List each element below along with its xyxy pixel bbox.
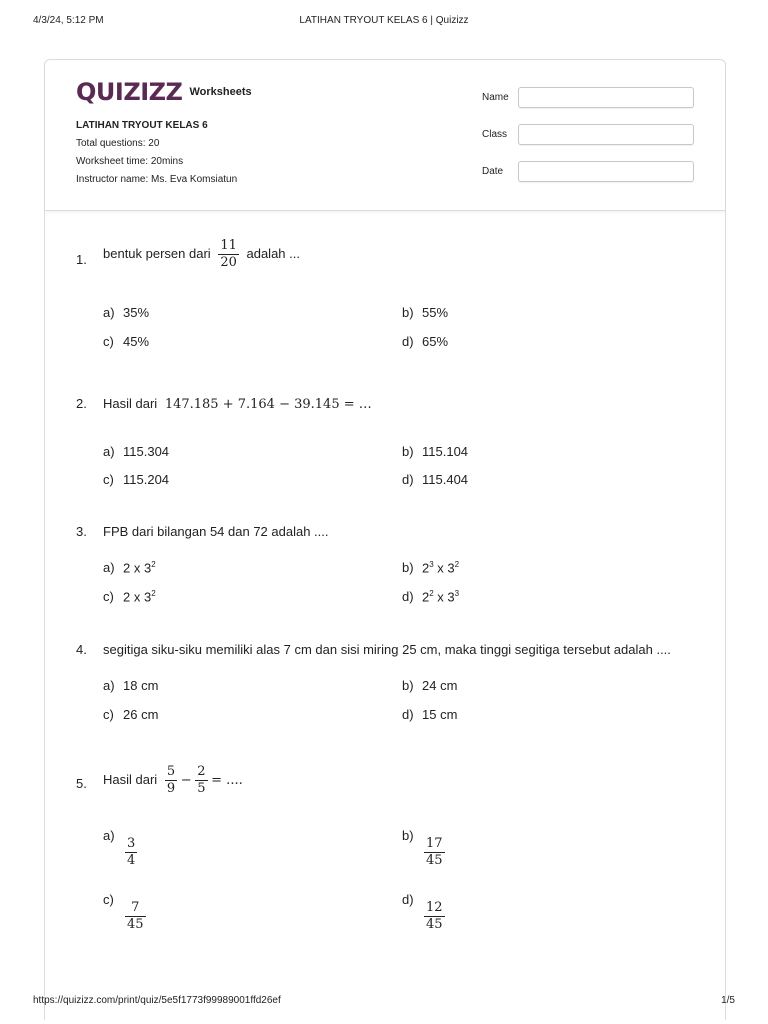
fraction (165, 764, 177, 798)
option-base: 2 (422, 589, 430, 605)
option-letter: a) (103, 305, 115, 320)
option-text: 55% (422, 305, 449, 320)
option-base: x 3 (433, 560, 455, 576)
fraction (195, 764, 207, 798)
question-text: FPB dari bilangan 54 dan 72 adalah .... (103, 524, 329, 539)
option-letter: c) (103, 589, 114, 605)
fraction-denominator: 4 (127, 853, 136, 869)
logo-wordmark: QUIZIZZ (76, 78, 183, 106)
date-label: Date (482, 166, 504, 177)
option-4a (103, 678, 158, 693)
option-letter: b) (402, 828, 414, 843)
option-5a (103, 828, 136, 869)
question-number: 3. (76, 524, 87, 539)
option-letter: d) (402, 707, 414, 722)
fraction-numerator: 11 (220, 238, 237, 253)
option-3d (402, 589, 459, 604)
question-number: 1. (76, 252, 87, 267)
option-text: 115.204 (123, 472, 170, 487)
option-exponent: 2 (429, 589, 434, 598)
option-1a (103, 305, 149, 320)
option-2a (103, 444, 169, 459)
option-base: 2 x 3 (123, 560, 152, 576)
option-letter: a) (103, 828, 115, 843)
page-number: 1/5 (721, 995, 735, 1006)
math-operator: − (180, 773, 192, 789)
option-text: 26 cm (123, 707, 159, 722)
class-label: Class (482, 129, 508, 140)
print-url[interactable]: https://quizizz.com/print/quiz/5e5f1773f99989001ffd26ef (33, 995, 281, 1006)
question-text (103, 764, 243, 798)
option-2b (402, 444, 468, 459)
question-text-before: Hasil dari (103, 772, 158, 788)
option-text: 65% (422, 334, 449, 349)
fraction-numerator: 17 (426, 836, 443, 851)
option-text: 45% (123, 334, 150, 349)
option-text: 15 cm (422, 707, 458, 722)
option-base: 2 (422, 560, 430, 576)
option-letter: a) (103, 560, 115, 576)
fraction-numerator: 12 (426, 900, 443, 915)
option-fraction (424, 900, 445, 934)
fraction (218, 238, 239, 272)
option-text: 115.304 (123, 444, 170, 459)
instructor-name: Instructor name: Ms. Eva Komsiatun (76, 174, 238, 185)
fraction-numerator: 3 (127, 836, 136, 851)
option-4c (103, 707, 158, 722)
option-base: x 3 (433, 589, 455, 605)
fraction-numerator: 2 (197, 764, 206, 779)
option-exponent: 2 (454, 560, 460, 569)
option-3a (103, 560, 156, 575)
print-timestamp: 4/3/24, 5:12 PM (33, 15, 104, 26)
question-text-before: Hasil dari (103, 396, 158, 411)
option-letter: b) (402, 305, 414, 320)
option-3c (103, 589, 156, 604)
fraction-denominator: 9 (166, 781, 176, 797)
option-text: 115.104 (422, 444, 469, 459)
quiz-title: LATIHAN TRYOUT KELAS 6 (76, 120, 208, 131)
question-text (103, 238, 300, 272)
option-letter: c) (103, 707, 114, 722)
fraction-numerator: 7 (131, 900, 140, 915)
fraction-denominator: 5 (197, 781, 206, 797)
worksheet (44, 59, 726, 1020)
option-4d (402, 707, 457, 722)
fraction-denominator: 20 (220, 255, 237, 271)
option-base: 2 x 3 (123, 589, 152, 605)
total-questions: Total questions: 20 (76, 138, 160, 149)
option-fraction (125, 900, 146, 934)
option-text: 115.404 (422, 472, 469, 487)
quizizz-logo (76, 80, 252, 104)
option-letter: b) (402, 560, 414, 576)
question-number: 5. (76, 776, 87, 791)
option-text: 18 cm (123, 678, 159, 693)
option-letter: d) (402, 892, 414, 907)
print-title: LATIHAN TRYOUT KELAS 6 | Quizizz (299, 15, 469, 26)
option-3b (402, 560, 459, 575)
option-letter: a) (103, 678, 115, 693)
option-fraction (125, 836, 137, 870)
worksheet-time: Worksheet time: 20mins (76, 156, 184, 167)
option-text: 35% (123, 305, 150, 320)
option-5c (103, 892, 144, 933)
option-1c (103, 334, 149, 349)
option-letter: d) (402, 334, 414, 349)
option-exponent: 2 (151, 589, 156, 598)
option-letter: d) (402, 472, 414, 487)
option-2c (103, 472, 169, 487)
fraction-denominator: 45 (426, 853, 443, 869)
option-exponent: 3 (429, 560, 434, 569)
question-text: segitiga siku-siku memiliki alas 7 cm dan sisi miring 25 cm, maka tinggi segitiga tersebut adalah .... (103, 642, 671, 657)
question-number: 4. (76, 642, 87, 657)
question-text-after: adalah ... (246, 246, 300, 262)
option-fraction (424, 836, 445, 870)
option-letter: c) (103, 334, 114, 349)
fraction-denominator: 45 (426, 917, 443, 933)
logo-subtitle: Worksheets (189, 86, 252, 98)
option-exponent: 2 (151, 560, 156, 569)
option-letter: d) (402, 589, 414, 605)
option-letter: b) (402, 678, 414, 693)
option-exponent: 3 (454, 589, 460, 598)
name-field[interactable] (518, 87, 694, 108)
question-number: 2. (76, 396, 87, 411)
option-letter: b) (402, 444, 414, 459)
question-text (103, 396, 372, 412)
worksheet-header (45, 60, 725, 211)
option-text: 24 cm (422, 678, 458, 693)
option-2d (402, 472, 468, 487)
math-expression: = .... (211, 773, 243, 789)
date-field[interactable] (518, 161, 694, 182)
option-4b (402, 678, 457, 693)
question-text-before: bentuk persen dari (103, 246, 211, 262)
option-1d (402, 334, 448, 349)
option-1b (402, 305, 448, 320)
option-letter: c) (103, 472, 114, 487)
option-letter: a) (103, 444, 115, 459)
option-5b (402, 828, 443, 869)
math-expression: 147.185 + 7.164 − 39.145 = … (164, 397, 372, 412)
fraction-numerator: 5 (166, 764, 176, 779)
option-letter: c) (103, 892, 114, 907)
option-5d (402, 892, 443, 933)
name-label: Name (482, 92, 509, 103)
class-field[interactable] (518, 124, 694, 145)
fraction-denominator: 45 (127, 917, 144, 933)
